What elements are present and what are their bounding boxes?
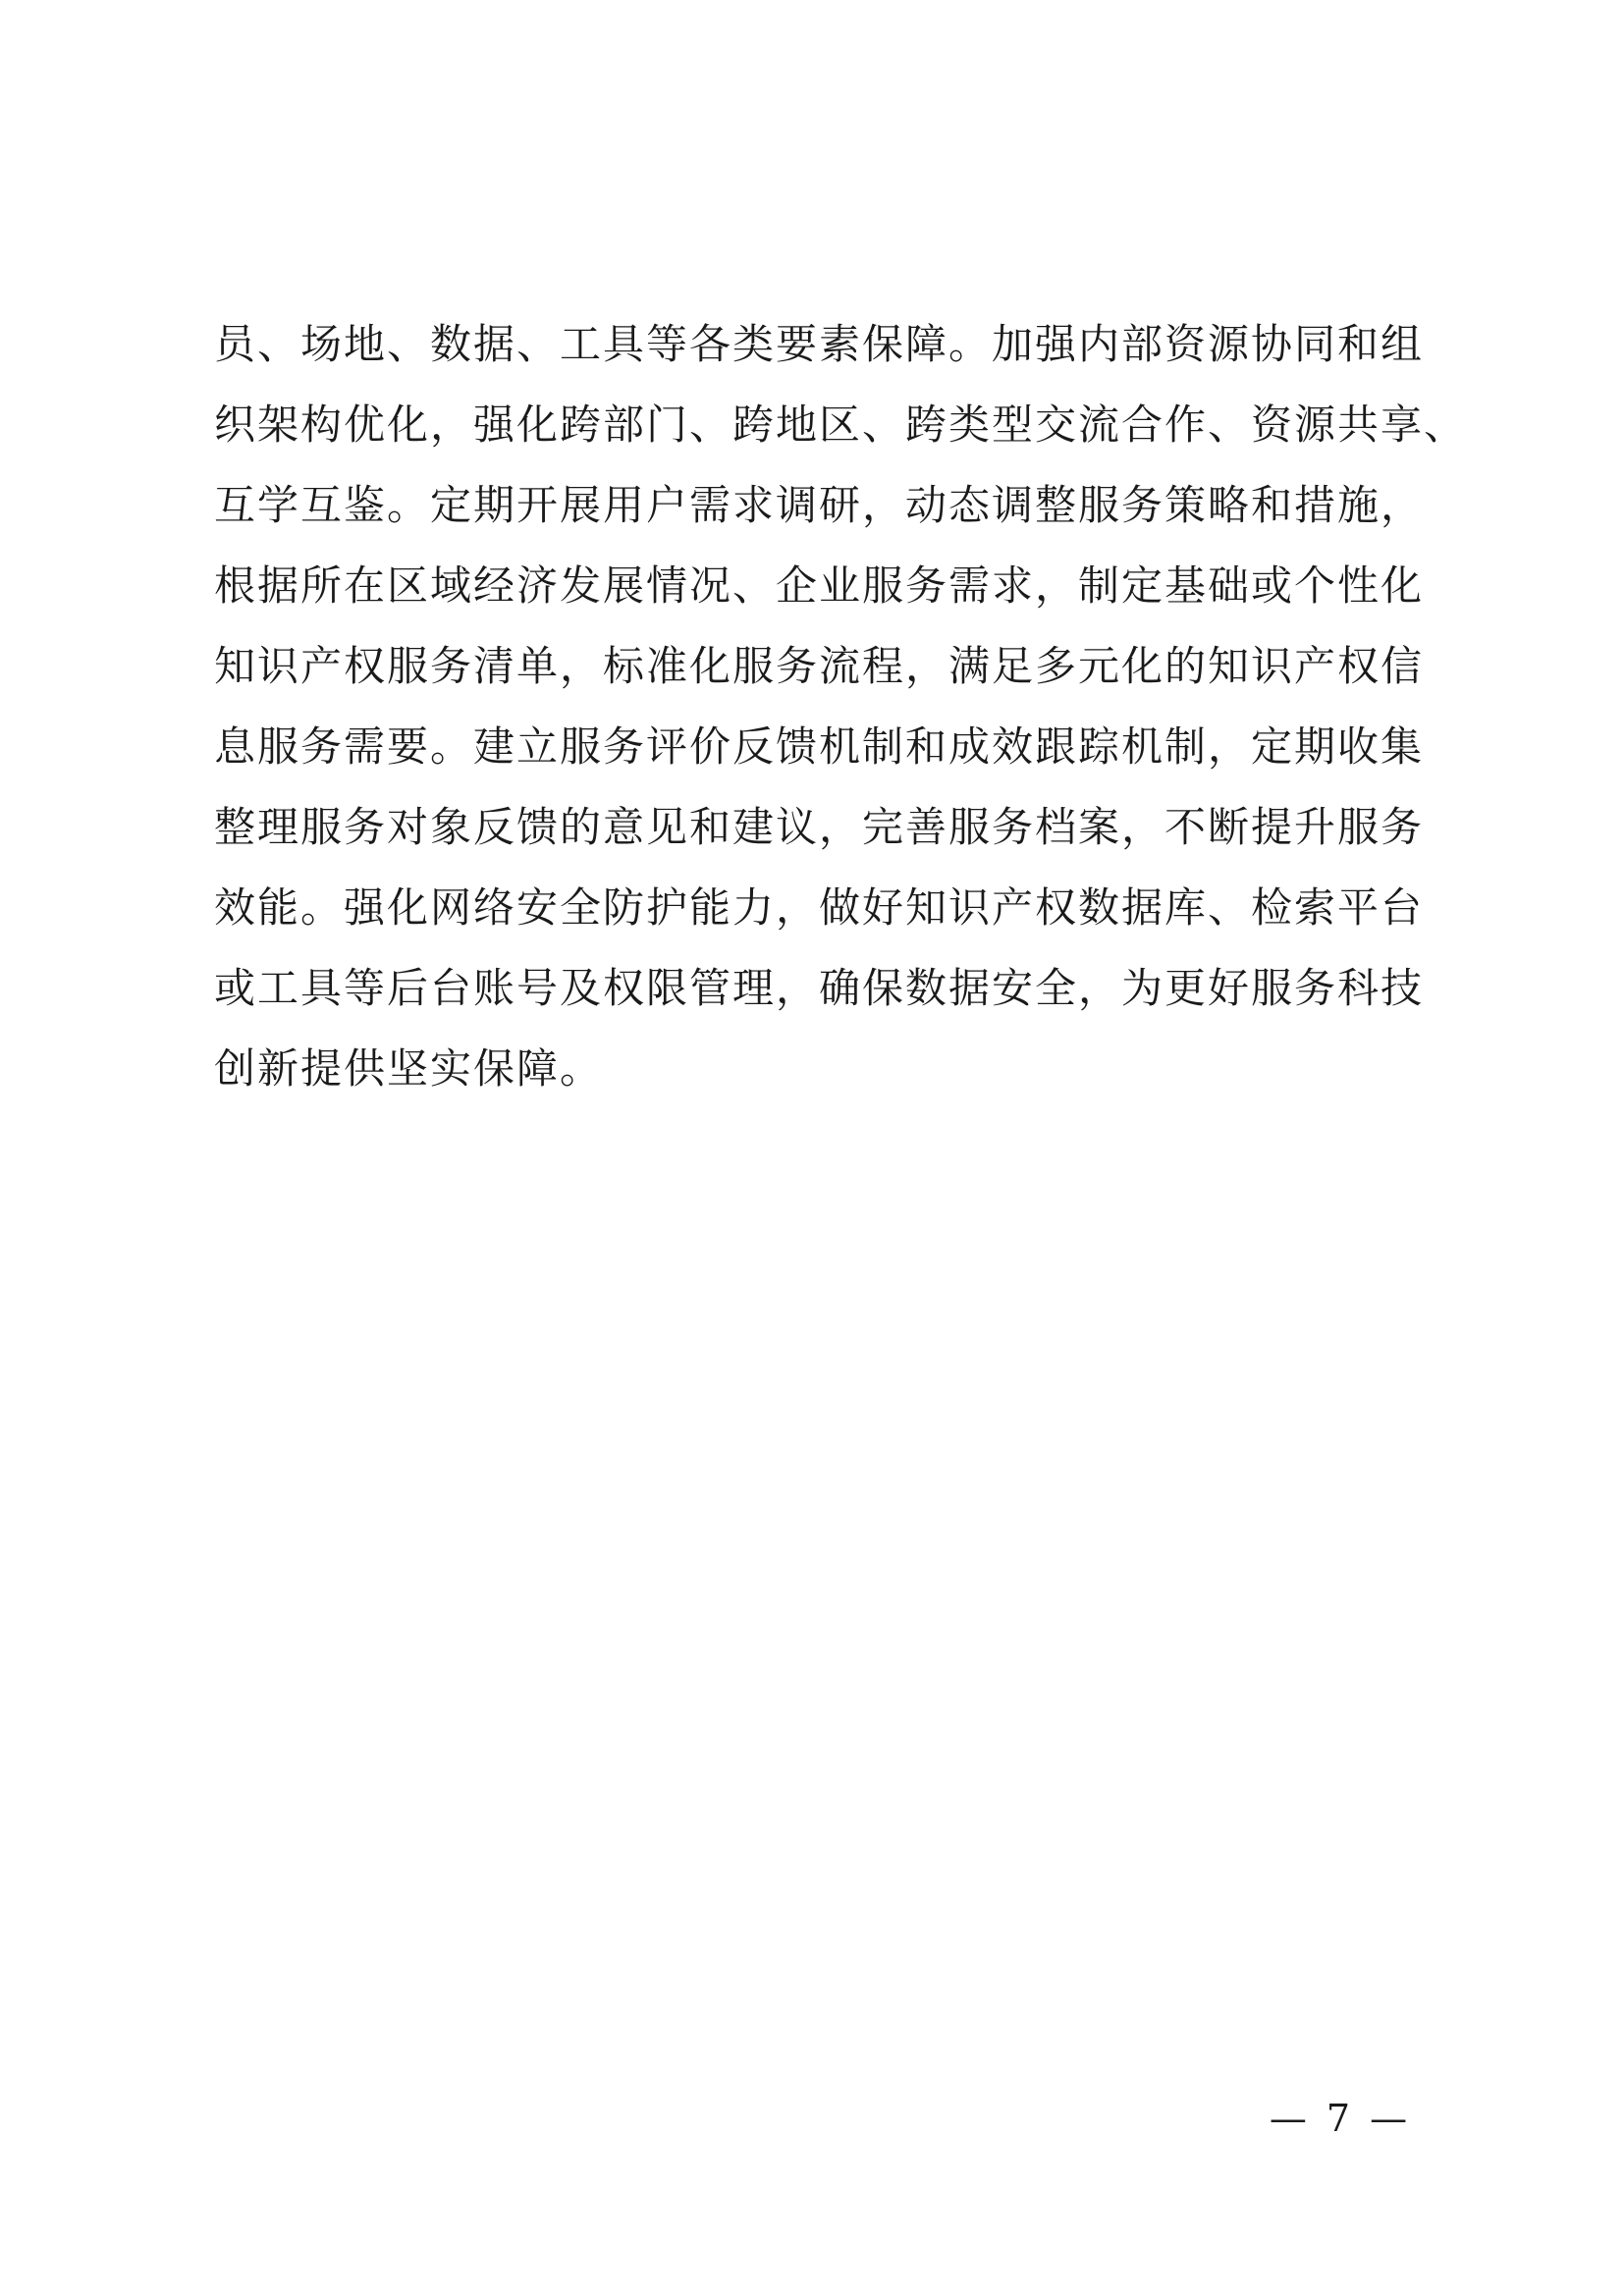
paragraph-line: 整理服务对象反馈的意见和建议，完善服务档案，不断提升服务 (214, 803, 1425, 851)
page-number: — 7 — (1269, 2097, 1412, 2140)
paragraph-line: 员、场地、数据、工具等各类要素保障。加强内部资源协同和组 (214, 320, 1425, 368)
paragraph-line: 互学互鉴。定期开展用户需求调研，动态调整服务策略和措施， (214, 481, 1425, 529)
paragraph-line: 创新提供坚实保障。 (214, 1044, 604, 1093)
paragraph-line: 息服务需要。建立服务评价反馈机制和成效跟踪机制，定期收集 (214, 722, 1425, 771)
paragraph-line: 或工具等后台账号及权限管理，确保数据安全，为更好服务科技 (214, 964, 1425, 1012)
paragraph-line: 织架构优化，强化跨部门、跨地区、跨类型交流合作、资源共享、 (214, 400, 1468, 449)
paragraph-line: 根据所在区域经济发展情况、企业服务需求，制定基础或个性化 (214, 561, 1425, 610)
paragraph-line: 知识产权服务清单，标准化服务流程，满足多元化的知识产权信 (214, 642, 1425, 690)
paragraph-line: 效能。强化网络安全防护能力，做好知识产权数据库、检索平台 (214, 883, 1425, 932)
body-paragraph (214, 304, 1468, 1109)
